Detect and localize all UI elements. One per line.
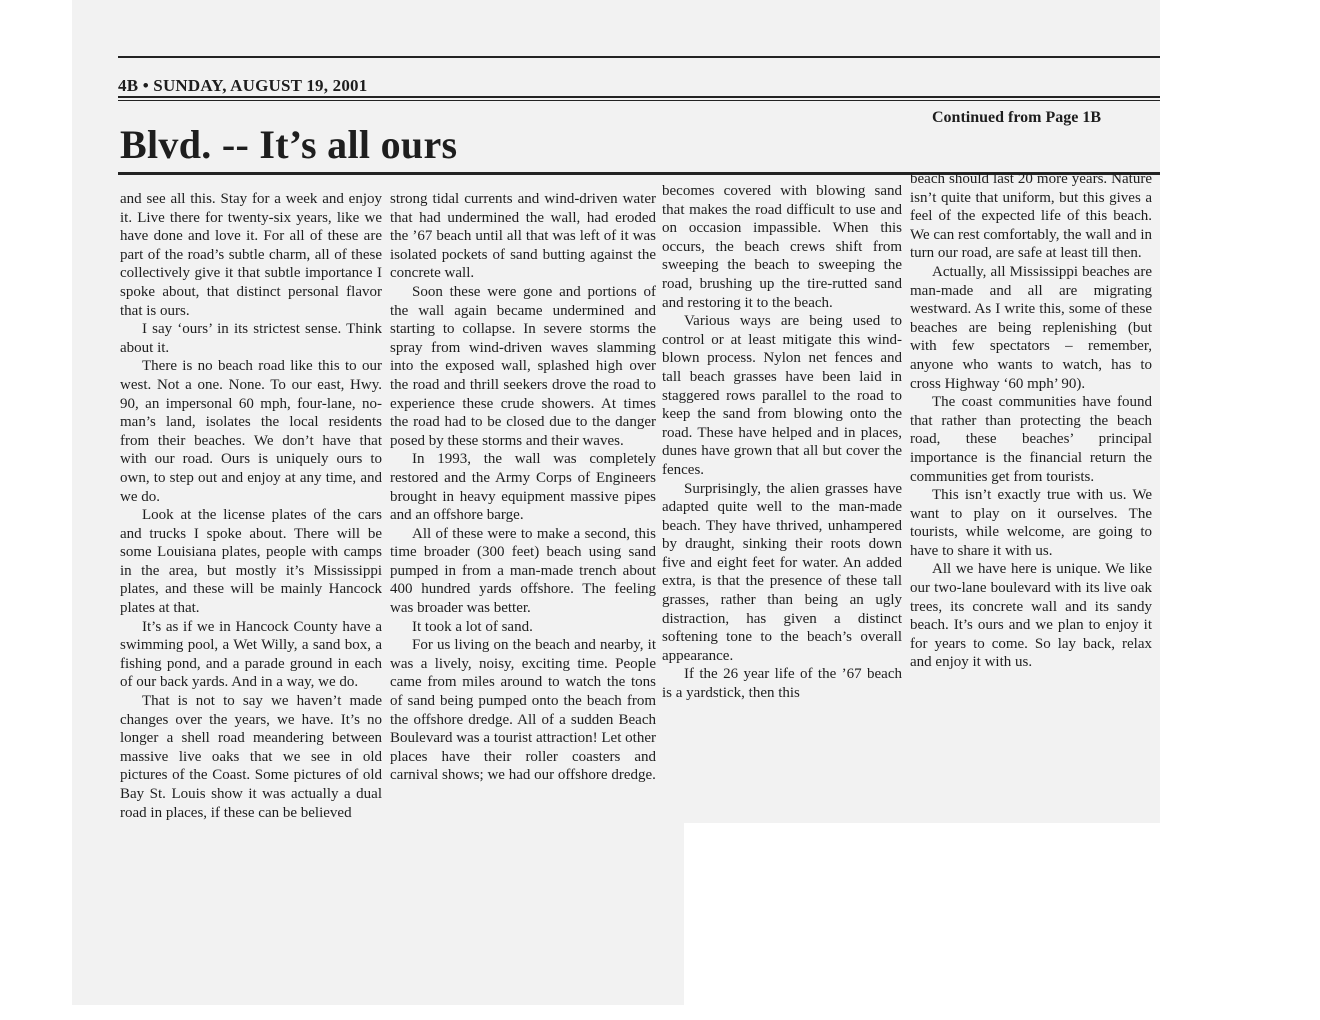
paragraph: For us living on the beach and nearby, it was a lively, noisy, exciting time. People came from miles around to watch the tons of sand being pumped onto the beach from the offshore dredge. All of a sudden Beach Boulevard was a tourist attraction! Let other places have their roller coasters and carnival shows; we had our offshore dredge. — [390, 637, 656, 784]
continued-note: Continued from Page 1B — [932, 109, 1102, 126]
paragraph: All we have here is unique. We like our two-lane boulevard with its live oak trees, its concrete wall and its sandy beach. It’s ours and we plan to enjoy it for years to come. So lay back, relax and enjoy it with us. — [910, 561, 1152, 671]
paragraph: Soon these were gone and portions of the wall again became undermined and starting to collapse. In severe storms the spray from wind-driven waves slamming into the exposed wall, splashed high over the road and thrill seekers drove the road to experience these crude showers. At times the road had to be closed due to the danger posed by these storms and their waves. — [390, 283, 656, 449]
paragraph: Look at the license plates of the cars and trucks I spoke about. There will be some Louisiana plates, people with camps in the area, but mostly it’s Mississippi plates, and these will be mainly Hancock plates at that. — [120, 507, 382, 617]
paragraph: If the 26 year life of the ’67 beach is a yardstick, then this — [662, 666, 902, 702]
paragraph: Surprisingly, the alien grasses have adapted quite well to the man-made beach. They have thrived, unhampered by draught, sinking their roots down five and eight feet for water. An added extra, is that the presence of these tall grasses, rather than being an ugly distraction, has given a distinct softening tone to the beach’s overall appearance. — [662, 480, 902, 664]
paragraph: Various ways are being used to control or at least mitigate this wind-blown process. Nylon net fences and tall beach grasses have been laid in staggered rows parallel to the road to keep the sand from blowing onto the road. These have helped and in places, dunes have grown that all but cover the fences. — [662, 313, 902, 478]
headline: Blvd. -- It’s all ours — [120, 122, 458, 167]
paragraph: There is no beach road like this to our west. Not a one. None. To our east, Hwy. 90, an impersonal 60 mph, four-lane, no-man’s land, isolates the local residents from their beaches. We don’t have that with our road. Ours is uniquely ours to own, to step out and enjoy at any time, and we do. — [120, 358, 382, 505]
dateline: 4B • SUNDAY, AUGUST 19, 2001 — [118, 76, 368, 95]
column-3 — [662, 182, 902, 806]
paragraph: That is not to say we haven’t made changes over the years, we have. It’s no longer a shell road meandering between massive live oaks that we see in old pictures of the Coast. Some pictures of old Bay St. Louis show it was actually a dual road in places, if these can be believed — [120, 693, 382, 821]
paragraph: It took a lot of sand. — [412, 618, 533, 635]
column-1 — [120, 190, 382, 1002]
paragraph: strong tidal currents and wind-driven water that had undermined the wall, had eroded the ’67 beach until all that was left of it was isolated pockets of sand butting against the concrete wall. — [390, 191, 656, 282]
paragraph: I say ‘ours’ in its strictest sense. Think about it. — [120, 321, 382, 356]
dateline-rule — [118, 96, 1160, 98]
paragraph: beach should last 20 more years. Nature isn’t quite that uniform, but this gives a feel of the expected life of this beach. We can rest comfortably, the wall and in turn our road, are safe at least till then. — [910, 171, 1152, 262]
paragraph: This isn’t exactly true with us. We want to play on it ourselves. The tourists, while welcome, are going to have to share it with us. — [910, 487, 1152, 559]
paragraph: becomes covered with blowing sand that makes the road difficult to use and on occasion impassible. When this occurs, the beach crews shift from sweeping the beach to sweeping the road, brushing up the tire-rutted sand and restoring it to the beach. — [662, 183, 902, 311]
column-4 — [910, 170, 1152, 800]
paragraph: In 1993, the wall was completely restored and the Army Corps of Engineers brought in heavy equipment massive pipes and an offshore barge. — [390, 451, 656, 524]
paragraph: The coast communities have found that rather than protecting the beach road, these beaches’ principal importance is the financial return the communities get from tourists. — [910, 394, 1152, 485]
paragraph: Actually, all Mississippi beaches are man-made and all are migrating westward. As I write this, some of these beaches are being replenishing (but with few spectators – remember, anyone who wants to watch, has to cross Highway ‘60 mph’ 90). — [910, 263, 1152, 392]
dateline-rule-thin — [118, 100, 1160, 101]
column-2 — [390, 190, 656, 1002]
top-rule — [118, 56, 1160, 58]
paragraph: All of these were to make a second, this time broader (300 feet) beach using sand pumped in from a man-made trench about 400 hundred yards offshore. The feeling was broader was better. — [390, 525, 656, 617]
paragraph: It’s as if we in Hancock County have a swimming pool, a Wet Willy, a sand box, a fishing pond, and a parade ground in each of our back yards. And in a way, we do. — [120, 618, 382, 691]
paragraph: and see all this. Stay for a week and enjoy it. Live there for twenty-six years, like we have done and love it. For all of these are part of the road’s subtle charm, all of these collectively give it that subtle importance I spoke about, that distinct personal flavor that is ours. — [120, 191, 382, 319]
